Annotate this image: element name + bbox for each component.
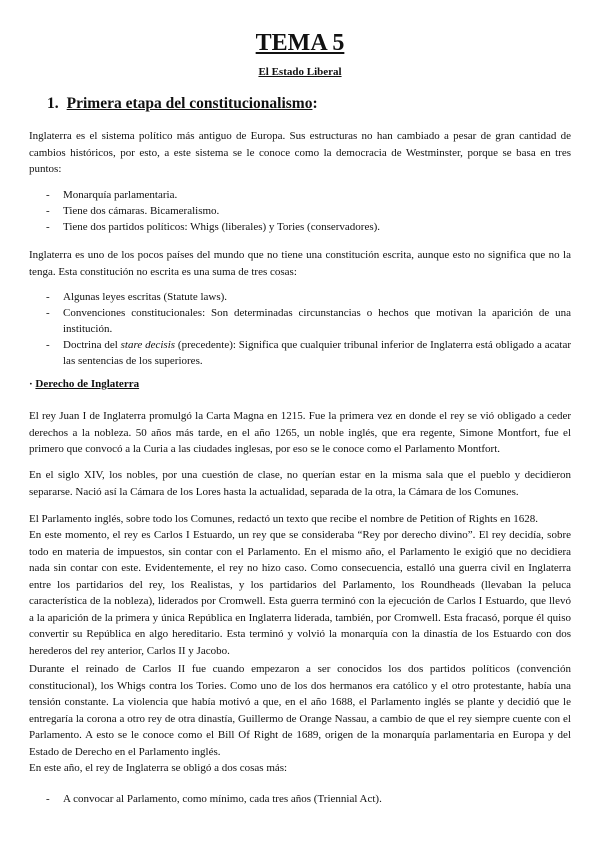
section-title: Primera etapa del constitucionalismo <box>66 95 313 112</box>
paragraph-carta-magna: El rey Juan I de Inglaterra promulgó la Carta Magna en 1215. Fue la primera vez en donde el rey se vió obligado a ceder derechos a la nobleza. 50 años más tarde, en el año 1265, un noble inglés, que era regente, Simone Montfort, fue el primero que convocó a la Curia a las ciudades inglesas, por eso se le conoce como el Parlamento Montfort. <box>29 410 571 455</box>
section-colon: : <box>312 95 318 112</box>
list-item: - Doctrina del stare decisis (precedente): Significa que cualquier tribunal inferior de Inglaterra está obligado a acatar las sentencias de los superiores. <box>46 339 571 367</box>
paragraph-intro: Inglaterra es el sistema político más antiguo de Europa. Sus estructuras no han cambiado a pesar de gran cantidad de cambios históricos, por esto, a este sistema se le conoce como la democracia de Westminster, porque se basa en tres puntos: <box>29 130 571 175</box>
paragraph-bill-of-rights: Durante el reinado de Carlos II fue cuando empezaron a ser conocidos los dos partidos políticos (convención constitucional), los Whigs contra los Tories. Como uno de los dos hermanos era católico y el otro protestante, había una tensión constante. La violencia que había motivó a que, en el año 1688, el Parlamento inglés se plante y decidió que le entregaría la corona a otro rey de otra dinastía, Guillermo de Orange Nassau, a cambio de que el rey siempre cuente con el Parlamento. A esto se le conoce como el Bill Of Right de 1689, origen de la monarquía parlamentaria en Europa y del Estado de Derecho en el Parlamento inglés. <box>29 663 571 758</box>
section-number: 1. <box>47 95 59 112</box>
paragraph-lores: En el siglo XIV, los nobles, por una cuestión de clase, no querían estar en la misma sala que el pueblo y decidieron separarse. Nació así la Cámara de los Lores hasta la actualidad, separada de la otra, la Cámara de los Comunes. <box>29 469 571 498</box>
page-title: TEMA 5 <box>255 30 345 56</box>
section-title: Derecho de Inglaterra <box>35 378 140 390</box>
page-subtitle: El Estado Liberal <box>258 66 342 78</box>
list-item: - Convenciones constitucionales: Son determinadas circunstancias o hechos que motivan la aparición de una institución. <box>46 307 571 335</box>
paragraph-petition: El Parlamento inglés, sobre todo los Comunes, redactó un texto que recibe el nombre de Petition of Rights en 1628. <box>29 513 538 525</box>
bullet-glyph: · <box>29 378 36 390</box>
list-item: - Tiene dos partidos políticos: Whigs (liberales) y Tories (conservadores). <box>46 221 381 233</box>
list-item: - A convocar al Parlamento, como mínimo, cada tres años (Triennial Act). <box>46 793 382 805</box>
list-item: - Tiene dos cámaras. Bicameralismo. <box>46 205 220 217</box>
list-item: - Monarquía parlamentaria. <box>46 189 178 201</box>
list-item: - Algunas leyes escritas (Statute laws). <box>46 291 228 303</box>
list-westminster-points <box>46 187 571 235</box>
list-constitution-parts <box>46 289 571 369</box>
list-obligations <box>46 791 571 807</box>
section-heading-1 <box>47 95 318 113</box>
paragraph-constitution: Inglaterra es uno de los pocos países del mundo que no tiene una constitución escrita, aunque esto no significa que no la tenga. Esta constitución no escrita es una suma de tres cosas: <box>29 249 571 278</box>
section-heading-2 <box>29 378 139 390</box>
paragraph-obligations: En este año, el rey de Inglaterra se obligó a dos cosas más: <box>29 762 288 774</box>
paragraph-civil-war: En este momento, el rey es Carlos I Estuardo, un rey que se consideraba “Rey por derecho divino”. El rey decidía, sobre todo en materia de impuestos, sin contar con el Parlamento. En el mismo año, el Parlamento le exigió que no decidiera nada sin contar con este. Evidentemente, el rey no hizo caso. Como consecuencia, estalló una guerra civil en Inglaterra entre los partidarios del rey, los Realistas, y los partidarios del Parlamento, los Roundheads (llevaban la peluca característica de la nobleza), liderados por Cromwell. Esta guerra terminó con la ejecución de Carlos I Estuardo, que llevó a la aparición de la primera y única República en Inglaterra liderada, también, por Cromwell. Esta fracasó, porque él quiso convertir su República en algo hereditario. Esta terminó y volvió la monarquía con la dinastía de los Estuardo con dos herederos del rey anterior, Carlos II y Jacobo. <box>29 529 571 657</box>
